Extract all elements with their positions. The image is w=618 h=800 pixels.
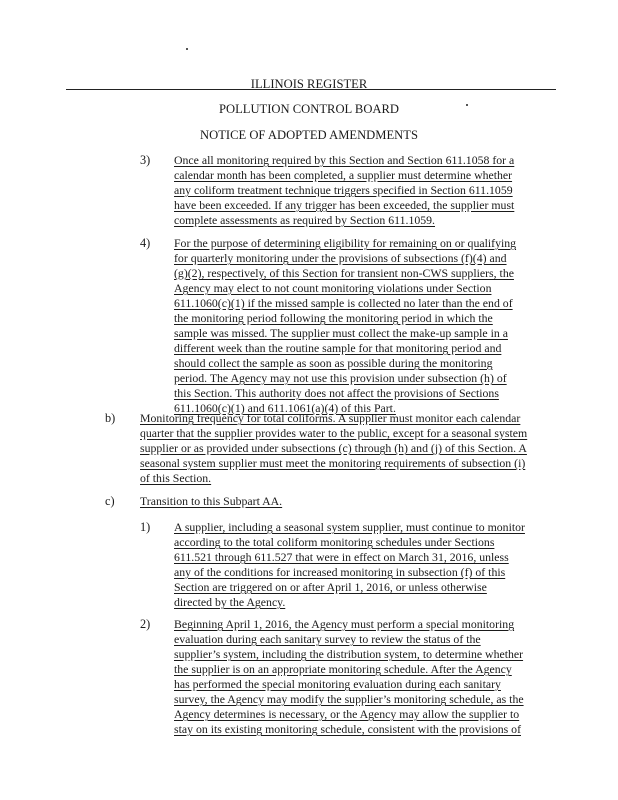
paragraph-b (140, 411, 527, 486)
text-line: period. The Agency may not use this provision under subsection (h) of (174, 371, 507, 385)
text-line: have been exceeded. If any trigger has been exceeded, the supplier must (174, 198, 515, 212)
paragraph-3 (174, 153, 514, 228)
text-line: survey, the Agency may modify the supplier’s monitoring schedule, as the (174, 692, 524, 706)
text-line: for quarterly monitoring under the provisions of subsections (f)(4) and (174, 251, 507, 265)
register-title: ILLINOIS REGISTER (250, 77, 368, 91)
header-rule (66, 89, 556, 90)
notice-title: NOTICE OF ADOPTED AMENDMENTS (200, 128, 418, 142)
text-line: 611.521 through 611.527 that were in effect on March 31, 2016, unless (174, 550, 509, 564)
text-line: according to the total coliform monitoring schedules under Sections (174, 535, 495, 549)
text-line: supplier’s system, including the distribution system, to determine whether (174, 647, 524, 661)
text-line: Section are triggered on or after April 1, 2016, or unless otherwise (174, 580, 487, 594)
text-line: different week than the routine sample for that monitoring period and (174, 341, 502, 355)
paragraph-4 (174, 236, 516, 416)
text-line: Once all monitoring required by this Section and Section 611.1058 for a (174, 153, 515, 167)
scan-speck (186, 48, 188, 50)
paragraph-c-1 (174, 520, 525, 610)
text-line: Transition to this Subpart AA. (140, 494, 283, 508)
paragraph-label: 3) (140, 153, 151, 167)
text-line: Beginning April 1, 2016, the Agency must perform a special monitoring (174, 617, 515, 631)
text-line: For the purpose of determining eligibility for remaining on or qualifying (174, 236, 517, 250)
text-line: this Section. This authority does not affect the provisions of Sections (174, 386, 499, 400)
text-line: 611.1060(c)(1) and 611.1061(a)(4) of this Part. (174, 401, 396, 415)
text-line: evaluation during each sanitary survey to review the status of the (174, 632, 481, 646)
paragraph-label: c) (105, 494, 115, 508)
text-line: has performed the special monitoring evaluation during each sanitary (174, 677, 501, 691)
board-title: POLLUTION CONTROL BOARD (218, 102, 400, 116)
text-line: Agency determines is necessary, or the Agency may allow the supplier to (174, 707, 520, 721)
text-line: supplier or as provided under subsections (c) through (h) and (j) of this Section. A (140, 441, 527, 455)
text-line: of this Section. (140, 471, 212, 485)
text-line: Agency may elect to not count monitoring violations under Section (174, 281, 492, 295)
text-line: (g)(2), respectively, of this Section for transient non-CWS suppliers, the (174, 266, 514, 280)
text-line: directed by the Agency. (174, 595, 286, 609)
text-line: 611.1060(c)(1) if the missed sample is collected no later than the end of (174, 296, 513, 310)
text-line: should collect the sample as soon as possible during the monitoring (174, 356, 493, 370)
paragraph-label: 4) (140, 236, 151, 250)
text-line: calendar month has been completed, a supplier must determine whether (174, 168, 513, 182)
paragraph-c-2 (174, 617, 524, 737)
text-line: the monitoring period following the monitoring period in which the (174, 311, 493, 325)
text-line: stay on its existing monitoring schedule, consistent with the provisions of (174, 722, 521, 736)
text-line: complete assessments as required by Section 611.1059. (174, 213, 436, 227)
text-line: any of the conditions for increased monitoring in subsection (f) of this (174, 565, 506, 579)
text-line: sample was missed. The supplier must collect the make-up sample in a (174, 326, 508, 340)
text-line: quarter that the supplier provides water to the public, except for a seasonal system (140, 426, 528, 440)
paragraph-c (140, 494, 282, 509)
text-line: any coliform treatment technique triggers specified in Section 611.1059 (174, 183, 513, 197)
paragraph-label: b) (105, 411, 116, 425)
paragraph-label: 1) (140, 520, 151, 534)
text-line: the supplier is on an appropriate monitoring schedule. After the Agency (174, 662, 512, 676)
text-line: Monitoring frequency for total coliforms. A supplier must monitor each calendar (140, 411, 521, 425)
paragraph-label: 2) (140, 617, 151, 631)
text-line: A supplier, including a seasonal system supplier, must continue to monitor (174, 520, 525, 534)
text-line: seasonal system supplier must meet the monitoring requirements of subsection (i) (140, 456, 526, 470)
